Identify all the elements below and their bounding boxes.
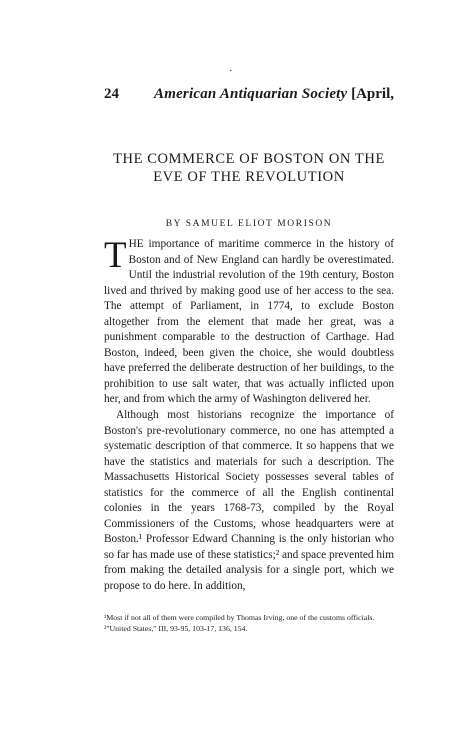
footnote-2: ²"United States," III, 93-95, 103-17, 136, 154. — [104, 624, 248, 633]
article-body — [104, 237, 394, 595]
author-byline: BY SAMUEL ELIOT MORISON — [165, 219, 333, 229]
footnote-1: ¹Most if not all of them were compiled by Thomas Irving, one of the customs officials. — [104, 613, 375, 622]
title-line-2: EVE OF THE REVOLUTION — [153, 169, 345, 185]
running-header — [104, 86, 394, 106]
issue-month: [April, — [351, 86, 394, 102]
top-dot: · — [229, 66, 233, 77]
paragraph-1-text: HE importance of maritime commerce in the history of Boston and of New England can hardly be overestimated. Until the industrial revolution of the 19th century, Boston lived and thrived by making good use of her access to the sea. The attempt of Parliament, in 1774, to exclude Boston altogether from the element that made her great, was a punishment comparable to the destruction of Carthage. Had Boston, indeed, been given the choice, she would doubtless have preferred the deliberate destruction of her buildings, to the prohibition to use salt water, that was actually inflicted upon her, and from which the army of Washington delivered her. — [104, 238, 394, 406]
title-line-1: THE COMMERCE OF BOSTON ON THE — [113, 151, 385, 167]
article-title — [104, 150, 394, 186]
footnotes — [104, 612, 394, 634]
paragraph-2: Although most historians recognize the importance of Boston's pre-revolutionary commerce, no one has attempted a systematic description of that commerce. It so happens that we have the statistics and materials for such a description. The Massachusetts Historical Society possesses several tables of statistics for the commerce of all the English continental colonies in the years 1768-73, compiled by the Royal Commissioners of the Customs, whose headquarters were at Boston.¹ Professor Edward Channing is the only historian who so far has made use of these statistics;² and space prevented him from making the detailed analysis for a single port, which we propose to do here. In addition, — [104, 409, 394, 593]
page-number: 24 — [104, 86, 119, 102]
journal-title: American Antiquarian Society — [154, 86, 348, 102]
paragraph-1 — [104, 237, 394, 408]
drop-cap: T — [104, 235, 127, 276]
